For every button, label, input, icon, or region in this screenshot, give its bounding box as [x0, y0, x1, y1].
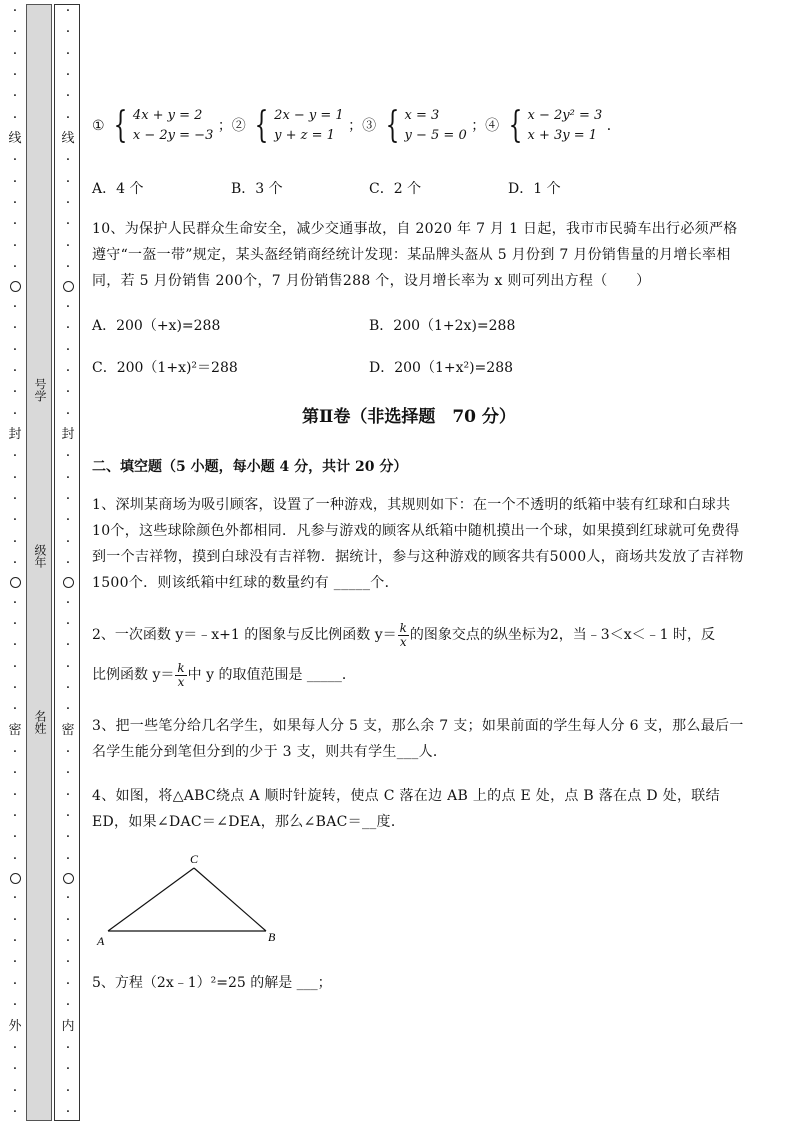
q9-separator: ；②	[217, 118, 246, 134]
equation-system-1: { 4x + y = 2 x − 2y = −3	[113, 105, 214, 146]
q10-option-a: A．200（+x)=288	[92, 318, 221, 334]
margin-seal-char: 封	[61, 426, 75, 442]
q2-text: 2、一次函数 y＝﹣x+1 的图象与反比例函数 y＝	[92, 627, 397, 643]
margin-line-char: 线	[61, 131, 75, 147]
equation: x = 3	[404, 108, 440, 123]
margin-outer-char: 外	[8, 1018, 22, 1034]
numerator: k	[177, 660, 185, 675]
numerator: k	[399, 620, 407, 635]
denominator: x	[399, 634, 407, 649]
fraction-k-over-x	[175, 662, 186, 689]
q2-text: 的图象交点的纵坐标为2，当﹣3＜x＜﹣1 时，反	[409, 627, 715, 643]
fraction-k-over-x	[398, 622, 409, 649]
equation: x − 2y = −3	[132, 128, 214, 143]
q9-separator: ；③	[348, 118, 377, 134]
equation: 2x − y = 1	[274, 108, 344, 123]
fill-question-2-line-1	[92, 620, 715, 650]
equation-system-4: { x − 2y² = 3 x + 3y = 1	[508, 105, 603, 146]
q9-end: ．	[606, 118, 621, 134]
q10-option-c: C．200（1+x)²＝288	[92, 360, 238, 376]
binding-hole-icon	[63, 873, 74, 884]
fill-question-1: 1、深圳某商场为吸引顾客，设置了一种游戏，其规则如下：在一个不透明的纸箱中装有红球和白球共 10个，这些球除颜色外都相同．凡参与游戏的顾客从纸箱中随机摸出一个球，如果摸到红球就可免费得到一个吉祥物，摸到白球没有吉祥物．据统计，参与这种游戏的顾客共有5000人，商场共发放了吉祥物1500个．则该纸箱中红球的数量约有 _____个．	[92, 497, 744, 591]
q9-systems-line	[92, 106, 621, 146]
fill-blank-section-title: 二、填空题（5 小题，每小题 4 分，共计 20 分）	[92, 459, 408, 475]
fill-question-5: 5、方程（2x﹣1）²=25 的解是 ___；	[92, 975, 332, 991]
denominator: x	[177, 674, 185, 689]
fill-question-4: 4、如图，将△ABC绕点 A 顺时针旋转，使点 C 落在边 AB 上的点 E 处，点 B 落在点 D 处，联结 ED，如果∠DAC＝∠DEA，那么∠BAC＝__度．	[92, 788, 720, 830]
part-two-heading: 第Ⅱ卷（非选择题 70 分）	[302, 407, 516, 427]
binding-hole-icon	[10, 281, 21, 292]
equation-system-2: { 2x − y = 1 y + z = 1	[254, 105, 344, 146]
margin-seal-char: 封	[8, 426, 22, 442]
margin-secret-char: 密	[8, 722, 22, 738]
fill-question-2-line-2	[92, 660, 356, 690]
label-name: 名姓	[33, 710, 47, 734]
q9-option-b: B．3 个	[231, 181, 283, 197]
margin-inner-char: 内	[61, 1018, 75, 1034]
equation: x + 3y = 1	[527, 128, 598, 143]
vertex-label-b: B	[268, 930, 276, 944]
equation: y + z = 1	[274, 128, 335, 143]
q2-text: 中 y 的取值范围是 _____．	[187, 667, 356, 683]
q9-option-a: A．4 个	[92, 181, 144, 197]
vertex-label-a: A	[97, 934, 105, 948]
q10-stem: 10、为保护人民群众生命安全，减少交通事故，自 2020 年 7 月 1 日起，我市市民骑车出行必须严格遵守“一盔一带”规定，某头盔经销商经统计发现：某品牌头盔从 5 月份到 7 月份销售量的月增长率相同，若 5 月份销售 200个，7 月份销售288 个，设月增长率为 x 则可列出方程（ ）	[92, 221, 738, 289]
equation: 4x + y = 2	[132, 108, 203, 123]
q9-separator: ；④	[471, 118, 500, 134]
q9-label-1: ①	[92, 118, 105, 134]
margin-secret-char: 密	[61, 722, 75, 738]
triangle-figure	[96, 848, 286, 948]
binding-hole-icon	[63, 281, 74, 292]
outer-dot-column: · · · · · · 线 · · · · · · · · · · · · 封 · · · · · · · · · · · · 密 · · · · · · · · · · · · 外 · · · ·	[8, 3, 22, 1120]
label-student-number: 号学	[33, 378, 47, 402]
binding-margin	[0, 0, 82, 1123]
vertex-label-c: C	[190, 852, 199, 866]
q9-option-d: D．1 个	[508, 181, 561, 197]
equation: x − 2y² = 3	[527, 108, 603, 123]
q10-option-d: D．200（1+x²)=288	[369, 360, 514, 376]
label-grade: 级年	[33, 544, 47, 568]
side-ac	[108, 868, 194, 931]
margin-line-char: 线	[8, 131, 22, 147]
binding-hole-icon	[10, 577, 21, 588]
inner-dot-column: · · · · · · 线 · · · · · · · · · · · · 封 · · · · · · · · · · · · 密 · · · · · · · · · · · · 内 · · · ·	[61, 3, 75, 1120]
q2-text: 比例函数 y＝	[92, 667, 175, 683]
binding-hole-icon	[63, 577, 74, 588]
fill-question-3: 3、把一些笔分给几名学生，如果每人分 5 支，那么余 7 支；如果前面的学生每人分 6 支，那么最后一名学生能分到笔但分到的少于 3 支，则共有学生___人．	[92, 718, 744, 760]
equation: y − 5 = 0	[404, 128, 467, 143]
q10-option-b: B．200（1+2x)=288	[369, 318, 516, 334]
equation-system-3: { x = 3 y − 5 = 0	[385, 105, 467, 146]
side-cb	[194, 868, 266, 931]
binding-hole-icon	[10, 873, 21, 884]
q9-option-c: C．2 个	[369, 181, 422, 197]
